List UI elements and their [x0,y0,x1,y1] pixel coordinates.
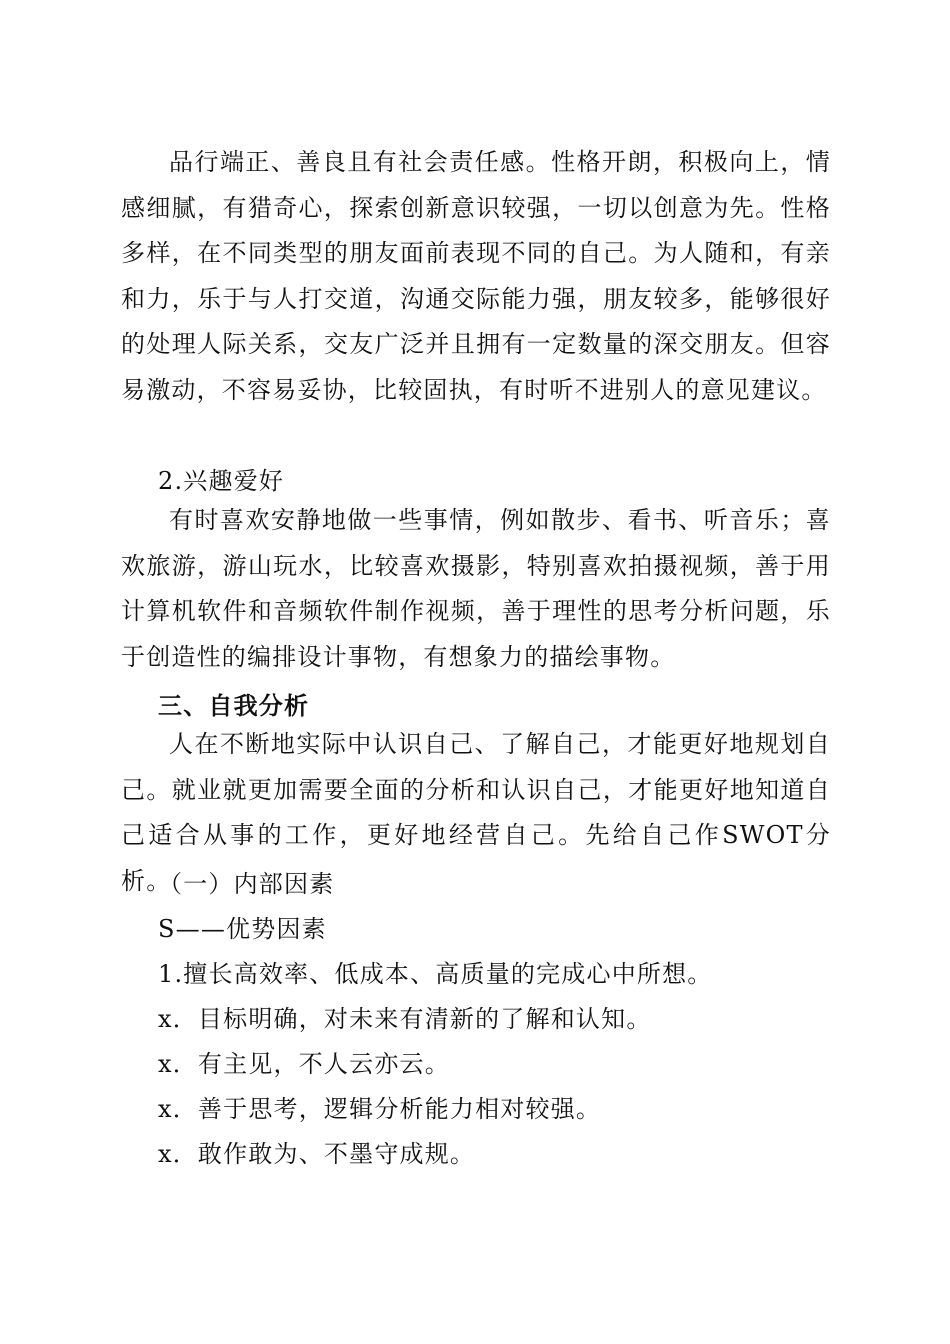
strength-item: x．敢作敢为、不墨守成规。 [158,1140,476,1168]
interests-paragraph: 有时喜欢安静地做一些事情，例如散步、看书、听音乐；喜欢旅游，游山玩水，比较喜欢摄影，特别喜欢拍摄视频，善于用计算机软件和音频软件制作视频，善于理性的思考分析问题，乐于创造性的编排设计事物，有想象力的描绘事物。 [121,506,831,671]
internal-factors-heading: （一）内部因素 [158,870,335,898]
self-analysis-paragraph: 人在不断地实际中认识自己、了解自己，才能更好地规划自己。就业就更加需要全面的分析和认识自己，才能更好地知道自己适合从事的工作，更好地经营自己。先给自己作SWOT分析。 [121,730,831,895]
strength-item: x．有主见，不人云亦云。 [158,1050,450,1078]
interests-paragraph-block [121,498,831,680]
personality-paragraph-block [121,140,831,413]
self-analysis-heading: 三、自我分析 [158,692,310,720]
strength-item: x．善于思考，逻辑分析能力相对较强。 [158,1095,602,1123]
interests-heading: 2.兴趣爱好 [158,467,285,495]
strengths-heading: S——优势因素 [158,915,327,943]
personality-paragraph: 品行端正、善良且有社会责任感。性格开朗，积极向上，情感细腻，有猎奇心，探索创新意识较强，一切以创意为先。性格多样，在不同类型的朋友面前表现不同的自己。为人随和，有亲和力，乐于与人打交道，沟通交际能力强，朋友较多，能够很好的处理人际关系，交友广泛并且拥有一定数量的深交朋友。但容易激动，不容易妥协，比较固执，有时听不进别人的意见建议。 [121,148,831,404]
strength-item: 1.擅长高效率、低成本、高质量的完成心中所想。 [158,960,713,988]
strength-item: x．目标明确，对未来有清新的了解和认知。 [158,1005,652,1033]
